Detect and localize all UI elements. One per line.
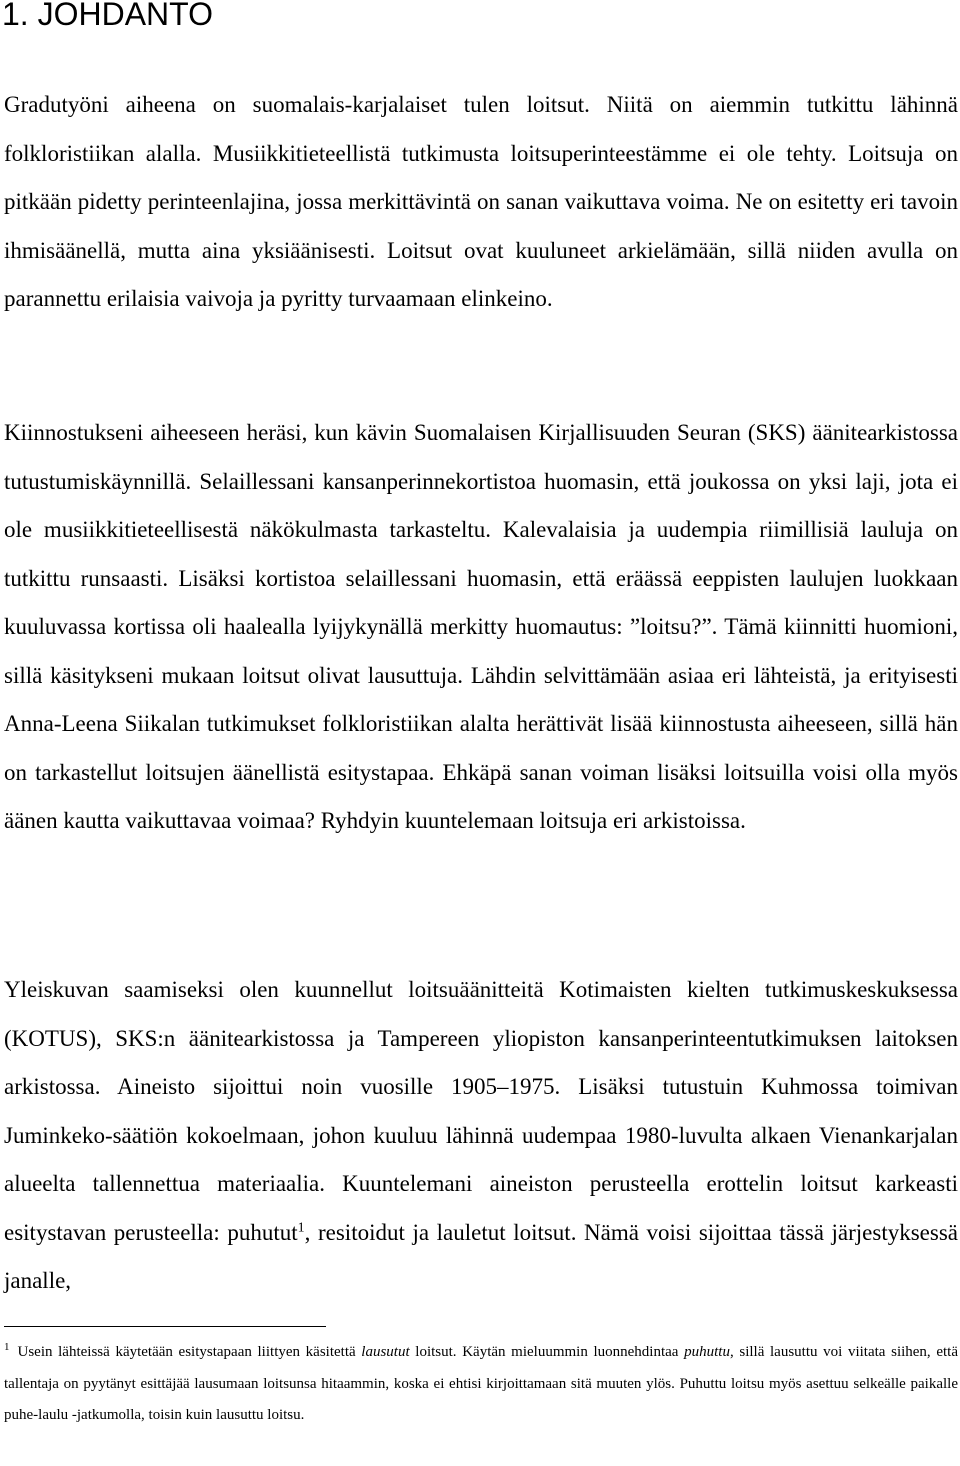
footnote-text-3: , sillä lausuttu voi viitata siihen, että tallentaja on pyytänyt esittäjää lausumaan loitsunsa hitaammin, koska ei ehtisi kirjoittamaan sitä muuten ylös. Puhuttu loitsu myös asettuu selkeälle paikalle puhe-laulu -jatkumolla, toisin kuin lausuttu loitsu.	[4, 1344, 958, 1423]
chapter-heading: 1. JOHDANTO	[2, 0, 213, 32]
footnote-text-1: Usein lähteissä käytetään esitystapaan liittyen käsitettä	[17, 1344, 362, 1360]
footnote-reference[interactable]: 1	[297, 1219, 305, 1235]
footnote-text-2: loitsut. Käytän mieluummin luonnehdintaa	[409, 1344, 685, 1360]
footnote-divider	[4, 1326, 326, 1327]
paragraph-material-text: Yleiskuvan saamiseksi olen kuunnellut loitsuäänitteitä Kotimaisten kielten tutkimuskeskuksessa (KOTUS), SKS:n äänitearkistossa ja Tampereen yliopiston kansanperinteentutkimuksen laitoksen arkistossa. Aineisto sijoittui noin vuosille 1905–1975. Lisäksi tutustuin Kuhmossa toimivan Juminkeko-säätiön kokoelmaan, johon kuuluu lähinnä uudempaa 1980-luvulta alkaen Vienankarjalan alueelta tallennettua materiaalia. Kuuntelemani aineiston perusteella erottelin loitsut karkeasti esitystavan perusteella: puhutut	[4, 977, 958, 1245]
footnote-italic-term-2: puhuttu	[684, 1344, 730, 1360]
footnote-number: 1	[4, 1341, 10, 1353]
paragraph-material	[4, 966, 958, 1306]
paragraph-material-text-end: , resitoidut ja lauletut loitsut. Nämä voisi sijoittaa tässä järjestyksessä janalle,	[4, 1219, 959, 1293]
paragraph-intro: Gradutyöni aiheena on suomalais-karjalaiset tulen loitsut. Niitä on aiemmin tutkittu lähinnä folkloristiikan alalla. Musiikkitieteellistä tutkimusta loitsuperinteestämme ei ole tehty. Loitsuja on pitkään pidetty perinteenlajina, jossa merkittävintä on sanan vaikuttava voima. Ne on esitetty eri tavoin ihmisäänellä, mutta aina yksiäänisesti. Loitsut ovat kuuluneet arkielämään, sillä niiden avulla on parannettu erilaisia vaivoja ja pyritty turvaamaan elinkeino.	[4, 92, 958, 311]
footnote-italic-term-1: lausutut	[361, 1344, 410, 1360]
paragraph-interest: Kiinnostukseni aiheeseen heräsi, kun kävin Suomalaisen Kirjallisuuden Seuran (SKS) äänitearkistossa tutustumiskäynnillä. Selaillessani kansanperinnekortistoa huomasin, että joukossa on yksi laji, jota ei ole musiikkitieteellisestä näkökulmasta tarkasteltu. Kalevalaisia ja uudempia riimillisiä lauluja on tutkittu runsaasti. Lisäksi kortistoa selaillessani huomasin, että eräässä eeppisten laulujen luokkaan kuuluvassa kortissa oli haalealla lyijykynällä merkitty huomautus: ”loitsu?”. Tämä kiinnitti huomioni, sillä käsitykseni mukaan loitsut olivat lausuttuja. Lähdin selvittämään asiaa eri lähteistä, ja erityisesti Anna-Leena Siikalan tutkimukset folkloristiikan alalta herättivät lisää kiinnostusta aiheeseen, sillä hän on tarkastellut loitsujen äänellistä esitystapaa. Ehkäpä sanan voiman lisäksi loitsuilla voisi olla myös äänen kautta vaikuttavaa voimaa? Ryhdyin kuuntelemaan loitsuja eri arkistoissa.	[4, 420, 958, 833]
footnote	[4, 1337, 958, 1432]
